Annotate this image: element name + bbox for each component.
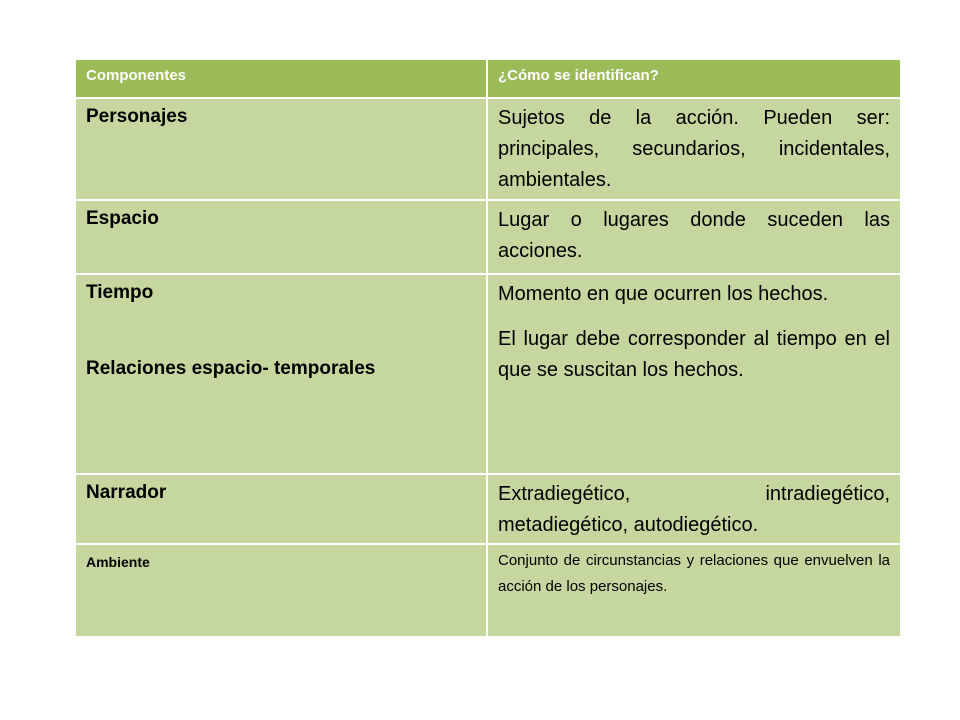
component-cell: Ambiente bbox=[76, 544, 487, 636]
header-how-identified: ¿Cómo se identifican? bbox=[487, 60, 900, 98]
table-row bbox=[76, 200, 900, 274]
description-text: Conjunto de circunstancias y relaciones que envuelven la acción de los personajes. bbox=[498, 552, 890, 595]
header-components: Componentes bbox=[76, 60, 487, 98]
table-row bbox=[76, 98, 900, 200]
component-cell: Narrador bbox=[76, 474, 487, 544]
component-sub-text: Relaciones espacio- temporales bbox=[86, 358, 376, 379]
description-cell bbox=[487, 474, 900, 544]
table-row bbox=[76, 544, 900, 636]
description-text: Lugar o lugares donde suceden las acciones. bbox=[498, 209, 890, 262]
description-text: Extradiegético, intradiegético, metadiegético, autodiegético. bbox=[498, 483, 890, 536]
description-text: Momento en que ocurren los hechos. bbox=[498, 283, 829, 305]
table-row bbox=[76, 474, 900, 544]
description-cell bbox=[487, 544, 900, 636]
component-text: Tiempo bbox=[86, 282, 154, 303]
component-cell bbox=[76, 274, 487, 474]
description-sub-text: El lugar debe corresponder al tiempo en el que se suscitan los hechos. bbox=[498, 328, 890, 381]
component-cell: Personajes bbox=[76, 98, 487, 200]
table-row bbox=[76, 274, 900, 474]
description-cell bbox=[487, 98, 900, 200]
description-cell bbox=[487, 274, 900, 474]
description-cell bbox=[487, 200, 900, 274]
description-text: Sujetos de la acción. Pueden ser: principales, secundarios, incidentales, ambientales. bbox=[498, 107, 890, 191]
components-table bbox=[76, 60, 900, 636]
component-cell: Espacio bbox=[76, 200, 487, 274]
table-header-row bbox=[76, 60, 900, 98]
